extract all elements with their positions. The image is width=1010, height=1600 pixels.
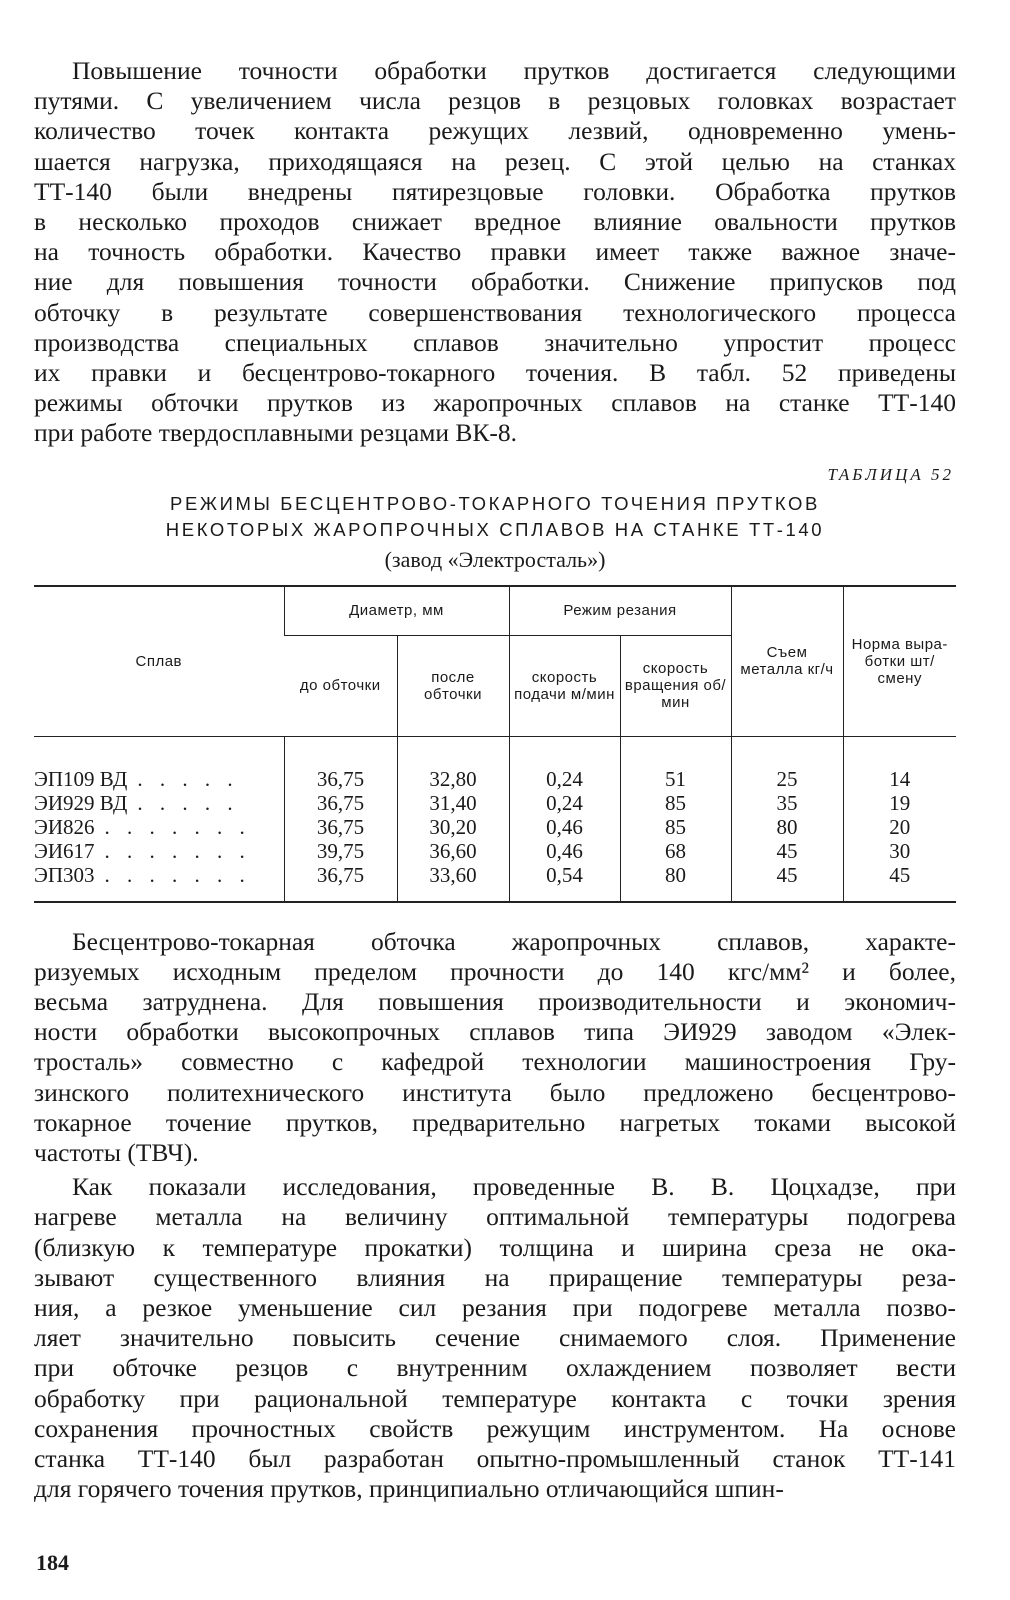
header-removal: Съем металла кг/ч [731,586,843,737]
text-line: обработку при рациональной температуре контакта с точки зрения [34,1383,956,1413]
text-line: обточку в результате совершенствования технологического процесса [34,297,956,327]
cell-norm: 19 [843,791,956,815]
cell-feed: 0,46 [509,815,620,839]
cell-after: 31,40 [397,791,509,815]
table-row [34,815,956,839]
text-line: ния, а резкое уменьшение сил резания при подогреве металла позво- [34,1293,956,1323]
cell-removal: 45 [731,863,843,902]
cell-norm: 14 [843,767,956,791]
cell-rotation: 80 [620,863,731,902]
cell-removal: 35 [731,791,843,815]
text-line: токарное точение прутков, предварительно нагретых токами высокой [34,1107,956,1137]
text-line: зинского политехнического института было предложено бесцентрово- [34,1077,956,1107]
table-row [34,791,956,815]
table-row [34,863,956,902]
cell-before: 36,75 [284,815,397,839]
text-line: шается нагрузка, приходящаяся на резец. С этой целью на станках [34,146,956,176]
text-line: сохранения прочностных свойств режущим инструментом. На основе [34,1413,956,1443]
paragraph-3 [34,1172,956,1504]
header-before: до обточки [284,635,397,736]
header-alloy: Сплав [34,586,284,737]
cell-alloy [34,839,284,863]
cell-rotation: 85 [620,815,731,839]
text-line: при обточке резцов с внутренним охлаждением позволяет вести [34,1353,956,1383]
text-line: для горячего точения прутков, принципиально отличающийся шпин- [34,1474,784,1504]
leader-dots: . . . . . . . [104,838,251,863]
header-after: после обточки [397,635,509,736]
leader-dots: . . . . . [137,766,239,791]
text-line: Бесцентрово-токарная обточка жаропрочных сплавов, характе- [72,926,956,956]
cell-after: 32,80 [397,767,509,791]
cell-after: 33,60 [397,863,509,902]
cell-feed: 0,54 [509,863,620,902]
text-line: частоты (ТВЧ). [34,1138,199,1168]
text-line: путями. С увеличением числа резцов в резцовых головках возрастает [34,86,956,116]
cell-alloy [34,767,284,791]
header-mode: Режим резания [509,586,731,636]
header-rotation: скорость вращения об/мин [620,635,731,736]
cell-removal: 80 [731,815,843,839]
data-table [34,585,956,903]
page-content [34,56,956,1505]
cell-norm: 20 [843,815,956,839]
cell-norm: 45 [843,863,956,902]
page-number: 184 [36,1550,69,1575]
text-line: количество точек контакта режущих лезвий, одновременно умень- [34,116,956,146]
text-line: ТТ-140 были внедрены пятирезцовые головки. Обработка прутков [34,176,956,206]
text-line: в несколько проходов снижает вредное влияние овальности прутков [34,207,956,237]
header-norm: Норма выра-ботки шт/смену [843,586,956,737]
leader-dots: . . . . . . . [104,862,251,887]
table-title-line-1: РЕЖИМЫ БЕСЦЕНТРОВО-ТОКАРНОГО ТОЧЕНИЯ ПРУТКОВ [170,492,820,514]
cell-rotation: 85 [620,791,731,815]
table-subtitle: (завод «Электросталь») [384,546,606,572]
leader-dots: . . . . . . . [104,814,251,839]
cell-alloy [34,863,284,902]
cell-feed: 0,46 [509,839,620,863]
text-line: ляет значительно повысить сечение снимаемого слоя. Применение [34,1323,956,1353]
alloy-name: ЭП109 ВД [34,766,128,791]
table-title-line-2: НЕКОТОРЫХ ЖАРОПРОЧНЫХ СПЛАВОВ НА СТАНКЕ ТТ-140 [165,518,825,540]
header-feed: скорость подачи м/мин [509,635,620,736]
cell-alloy [34,791,284,815]
paragraph-1 [34,56,956,449]
text-line: ризуемых исходным пределом прочности до 140 кгс/мм² и более, [34,956,956,986]
cell-after: 30,20 [397,815,509,839]
cell-before: 36,75 [284,863,397,902]
text-line: производства специальных сплавов значительно упростит процесс [34,327,956,357]
text-line: весьма затруднена. Для повышения производительности и экономич- [34,987,956,1017]
text-line: ности обработки высокопрочных сплавов типа ЭИ929 заводом «Элек- [34,1017,956,1047]
alloy-name: ЭИ617 [34,838,95,863]
text-line: Как показали исследования, проведенные В. В. Цоцхадзе, при [72,1172,956,1202]
text-line: режимы обточки прутков из жаропрочных сплавов на станке ТТ-140 [34,388,956,418]
leader-dots: . . . . . [137,790,239,815]
text-line: Повышение точности обработки прутков достигается следующими [72,56,956,85]
alloy-name: ЭИ826 [34,814,95,839]
cell-feed: 0,24 [509,791,620,815]
cell-before: 36,75 [284,767,397,791]
cell-removal: 45 [731,839,843,863]
alloy-name: ЭП303 [34,862,95,887]
cell-norm: 30 [843,839,956,863]
text-line: тросталь» совместно с кафедрой технологии машиностроения Гру- [34,1047,956,1077]
alloy-name: ЭИ929 ВД [34,790,128,815]
cell-alloy [34,815,284,839]
text-line: их правки и бесцентрово-токарного точения. В табл. 52 приведены [34,358,956,388]
text-line: станка ТТ-140 был разработан опытно-промышленный станок ТТ-141 [34,1444,956,1474]
cell-rotation: 68 [620,839,731,863]
table-title [34,491,956,543]
text-line: на точность обработки. Качество правки имеет также важное значе- [34,237,956,267]
table-row [34,839,956,863]
cell-before: 36,75 [284,791,397,815]
header-diameter: Диаметр, мм [284,586,509,636]
text-line: (близкую к температуре прокатки) толщина и ширина среза не ока- [34,1232,956,1262]
text-line: зывают существенного влияния на приращение температуры реза- [34,1262,956,1292]
table-label: ТАБЛИЦА 52 [827,464,954,484]
cell-before: 39,75 [284,839,397,863]
cell-rotation: 51 [620,767,731,791]
text-line: ние для повышения точности обработки. Снижение припусков под [34,267,956,297]
cell-feed: 0,24 [509,767,620,791]
text-line: при работе твердосплавными резцами ВК-8. [34,418,518,448]
cell-removal: 25 [731,767,843,791]
cell-after: 36,60 [397,839,509,863]
text-line: нагреве металла на величину оптимальной температуры подогрева [34,1202,956,1232]
table-row [34,767,956,791]
paragraph-2 [34,927,956,1169]
